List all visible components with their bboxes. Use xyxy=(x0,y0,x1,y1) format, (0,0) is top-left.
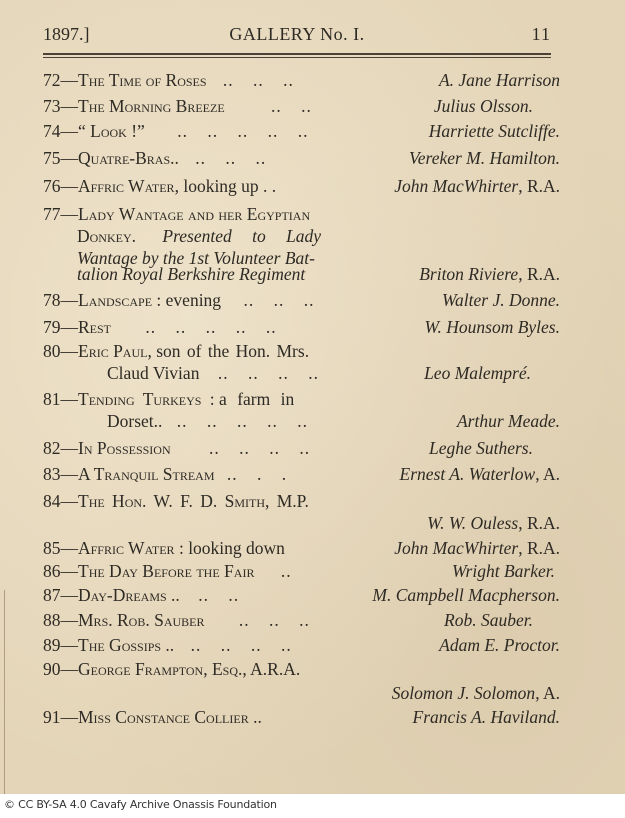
entry-title: 91—Miss Constance Collier .. xyxy=(43,707,262,727)
artist-name: Adam E. Proctor. xyxy=(439,635,560,655)
entry-title: 84—The Hon. W. F. D. Smith, M.P. xyxy=(43,491,309,511)
dot-leaders: .. .. .. xyxy=(243,290,315,310)
entry-subtitle: evening xyxy=(165,290,222,310)
header-rule-top xyxy=(43,53,551,55)
artist-name: John MacWhirter xyxy=(394,538,519,558)
artist-credit xyxy=(400,462,560,486)
entry-title: 78—Landscape : xyxy=(43,290,162,310)
dot-leaders: .. .. .. .. .. xyxy=(145,317,277,337)
entry-title: 82—In Possession xyxy=(43,438,171,458)
artist-name: Leo Malempré. xyxy=(424,363,531,383)
artist-name: Solomon J. Solomon xyxy=(391,683,536,703)
entry-title: 87—Day-Dreams .. xyxy=(43,585,180,605)
artist-suffix: , R.A. xyxy=(518,264,560,284)
entry-77 xyxy=(43,202,310,226)
dot-leaders: .. .. .. .. xyxy=(190,635,292,655)
artist-name: Vereker M. Hamilton. xyxy=(409,148,560,168)
artist-name: Walter J. Donne. xyxy=(442,290,560,310)
entry-subtitle: looking up . . xyxy=(183,176,277,196)
dot-leaders: .. xyxy=(280,561,292,581)
artist-name: Ernest A. Waterlow xyxy=(399,464,536,484)
running-header xyxy=(43,24,551,48)
entry-note: Wantage by the 1st Volunteer Bat- xyxy=(77,248,315,268)
entry-89 xyxy=(43,633,292,657)
artist-name: Julius Olsson. xyxy=(433,96,533,116)
artist-credit xyxy=(419,262,560,286)
artist-credit xyxy=(427,511,560,535)
entry-85 xyxy=(43,536,285,560)
artist-name: Arthur Meade. xyxy=(456,411,560,431)
artist-name: W. W. Ouless xyxy=(427,513,519,533)
entry-77-line-2 xyxy=(77,224,321,248)
entry-90 xyxy=(43,657,300,681)
header-rule-bottom xyxy=(43,57,551,58)
entry-title: 76—Affric Water, xyxy=(43,176,179,196)
artist-name: Rob. Sauber. xyxy=(444,610,533,630)
page-number: 11 xyxy=(531,24,551,44)
entry-note: Presented to Lady xyxy=(162,226,322,246)
entry-title-cont: Donkey. xyxy=(77,226,137,246)
entry-80 xyxy=(43,339,309,363)
entry-79 xyxy=(43,315,277,339)
entry-74 xyxy=(43,119,308,143)
entry-75 xyxy=(43,146,266,170)
dot-leaders: .. .. .. .. xyxy=(217,363,319,383)
artist-name: John MacWhirter xyxy=(394,176,519,196)
artist-credit xyxy=(394,174,560,198)
artist-name: Francis A. Haviland. xyxy=(412,707,560,727)
entry-title: 77—Lady Wantage and her Egyptian xyxy=(43,204,311,224)
artist-suffix: , R.A. xyxy=(518,176,560,196)
entry-title: 75—Quatre-Bras.. xyxy=(43,148,179,168)
entry-77-line-4 xyxy=(77,262,305,286)
entry-title: 73—The Morning Breeze xyxy=(43,96,225,116)
entry-73 xyxy=(43,94,312,118)
artist-credit xyxy=(392,681,560,705)
entry-76 xyxy=(43,174,276,198)
entry-87 xyxy=(43,583,239,607)
entry-subtitle-cont: Claud Vivian xyxy=(107,363,200,383)
entry-title: 85—Affric Water : xyxy=(43,538,184,558)
entry-title: 88—Mrs. Rob. Sauber xyxy=(43,610,205,630)
dot-leaders: .. .. .. xyxy=(195,148,267,168)
entry-subtitle: looking down xyxy=(188,538,285,558)
dot-leaders: .. .. .. .. .. xyxy=(176,411,309,431)
header-year: 1897.] xyxy=(43,24,90,44)
artist-name: Harriette Sutcliffe. xyxy=(428,121,560,141)
entry-title: 72—The Time of Roses xyxy=(43,70,207,90)
entry-title: 74—“ Look !” xyxy=(43,121,145,141)
entry-83 xyxy=(43,462,287,486)
dot-leaders: .. . . xyxy=(226,464,288,484)
entry-81-line-2 xyxy=(107,409,308,433)
entry-title: 86—The Day Before the Fair xyxy=(43,561,255,581)
dot-leaders: .. .. .. xyxy=(238,610,310,630)
artist-name: Leghe Suthers. xyxy=(428,438,533,458)
entry-subtitle-cont: Dorset.. xyxy=(107,411,163,431)
artist-suffix: , R.A. xyxy=(518,513,560,533)
dot-leaders: .. .. xyxy=(271,96,312,116)
entry-title: 80—Eric Paul, xyxy=(43,341,152,361)
entry-note: talion Royal Berkshire Regiment xyxy=(77,264,306,284)
entry-subtitle: a farm in xyxy=(219,389,295,409)
entry-title: 89—The Gossips .. xyxy=(43,635,175,655)
entry-subtitle: son of the Hon. Mrs. xyxy=(156,341,310,361)
artist-suffix: , A. xyxy=(535,464,560,484)
entry-78 xyxy=(43,288,314,312)
dot-leaders: .. .. .. xyxy=(222,70,294,90)
entry-84 xyxy=(43,489,309,513)
entry-86 xyxy=(43,559,292,583)
artist-name: Briton Riviere xyxy=(419,264,519,284)
artist-name: M. Campbell Macpherson. xyxy=(372,585,560,605)
artist-name: A. Jane Harrison xyxy=(438,70,560,90)
entry-title: 79—Rest xyxy=(43,317,112,337)
entry-80-line-2 xyxy=(107,361,319,385)
artist-credit xyxy=(394,536,560,560)
entry-88 xyxy=(43,608,310,632)
dot-leaders: .. .. xyxy=(198,585,240,605)
entry-title: 81—Tending Turkeys : xyxy=(43,389,215,409)
dot-leaders: .. .. .. .. xyxy=(209,438,311,458)
header-title: GALLERY No. I. xyxy=(229,24,365,44)
artist-suffix: , A. xyxy=(535,683,560,703)
artist-name: W. Hounsom Byles. xyxy=(424,317,560,337)
copyright-credit: © CC BY-SA 4.0 Cavafy Archive Onassis Foundation xyxy=(4,798,277,811)
dot-leaders: .. .. .. .. .. xyxy=(177,121,309,141)
entry-81 xyxy=(43,387,294,411)
artist-name: Wright Barker. xyxy=(451,561,555,581)
page-edge-line xyxy=(4,590,5,794)
artist-suffix: , R.A. xyxy=(518,538,560,558)
entry-title: 90—George Frampton, Esq., A.R.A. xyxy=(43,659,301,679)
entry-91 xyxy=(43,705,262,729)
entry-72 xyxy=(43,68,294,92)
entry-title: 83—A Tranquil Stream xyxy=(43,464,215,484)
entry-82 xyxy=(43,436,310,460)
